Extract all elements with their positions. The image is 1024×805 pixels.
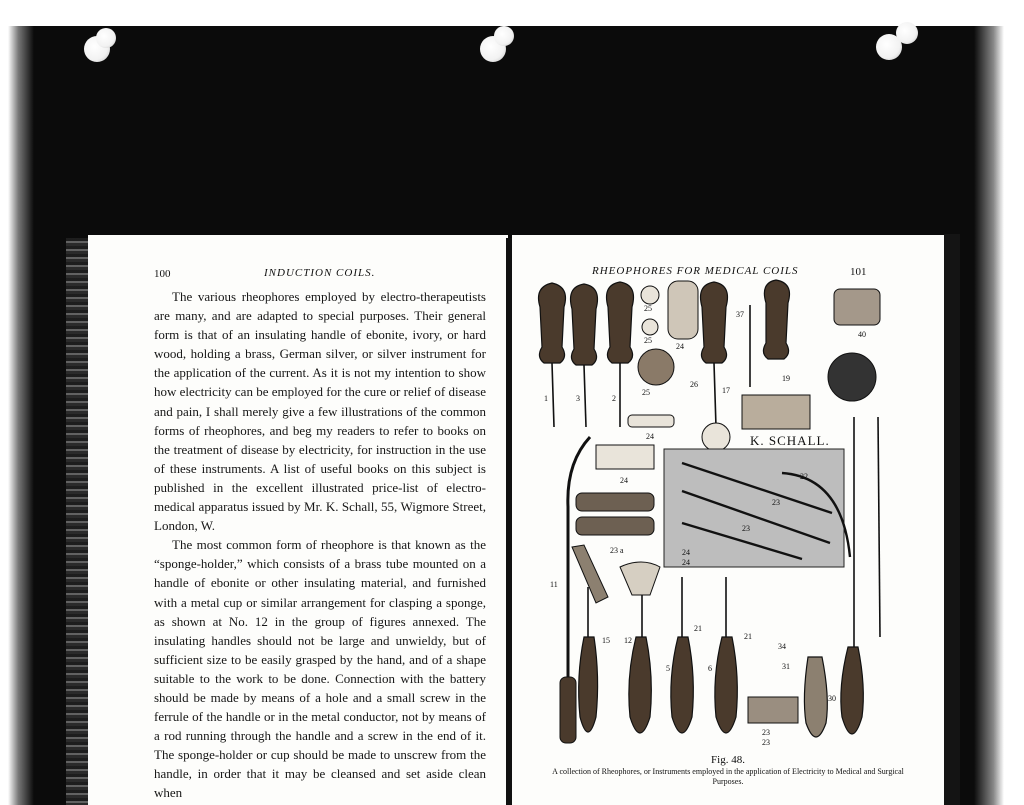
item-number: 12 [624, 636, 632, 645]
item-number: 2 [612, 394, 616, 403]
handle-15 [579, 637, 598, 732]
item-number: 24 [682, 548, 690, 557]
wheel-17 [702, 423, 730, 451]
item-number: 25 [644, 304, 652, 313]
right-page-edge [944, 234, 960, 805]
item-number: 19 [782, 374, 790, 383]
handle-12 [629, 637, 651, 733]
plate-24b [628, 415, 674, 427]
sponge-cup-12 [620, 562, 660, 595]
handle-2 [607, 282, 634, 363]
left-page-number: 100 [154, 268, 171, 280]
bath-23 [748, 697, 798, 723]
handle-17 [701, 282, 728, 363]
paragraph: The various rheophores employed by electro-therapeutists are many, and are adapted to special purposes. Their general form is that of an insulating handle of ebonite, ivory, or hard wood, holding a brass, German silver, or silver instrument for the application of the current. As it is not my intention to show how electricity can be employed for the cure or relief of disease and pain, I shall merely give a few illustrations of the common forms of rheophores, and beg my readers to refer to books on the treatment of disease by electricity, for instruction in the use of these instruments. A list of useful books on this subject is published in the excellent illustrated price-list of electro-medical apparatus issued by Mr. K. Schall, 55, Wigmore Street, London, W. [154, 289, 486, 534]
item-number: 24 [646, 432, 654, 441]
item-number: 21 [694, 624, 702, 633]
shaft-17 [714, 363, 716, 427]
left-running-head: INDUCTION COILS. [264, 267, 376, 279]
pin-middle-shine [494, 26, 514, 46]
item-number: 23 [762, 738, 770, 747]
item-number: 5 [666, 664, 670, 673]
plate-24c [596, 445, 654, 469]
item-number: 40 [858, 330, 866, 339]
item-number: 30 [828, 694, 836, 703]
item-number: 11 [550, 580, 558, 589]
right-page-number: 101 [850, 266, 867, 278]
rod-right [878, 417, 880, 637]
disc-25c [638, 349, 674, 385]
item-number: 15 [602, 636, 610, 645]
item-number: 25 [642, 388, 650, 397]
item-number: 21 [744, 632, 752, 641]
item-number: 23 [742, 524, 750, 533]
handle-19 [763, 280, 789, 359]
item-number: 3 [576, 394, 580, 403]
right-page [512, 235, 944, 805]
pin-left-shine [96, 28, 116, 48]
shaft-3 [584, 365, 586, 427]
disc-25a [641, 286, 659, 304]
left-page [88, 235, 508, 805]
handle-11 [560, 677, 576, 743]
disc-25b [642, 319, 658, 335]
shaft-1 [552, 363, 554, 427]
brush-23a-bottom [576, 517, 654, 535]
figure-label: Fig. 48. [711, 754, 745, 766]
paragraph: The most common form of rheophore is that known as the “sponge-holder,” which consists of a brass tube mounted on a handle of ebonite or other insulating material, and furnished with a metal cup or similar arrangement for clasping a sponge, as shown at No. 12 in the group of figures annexed. The insulating handles should not be large and unwieldy, but of sufficient size to be easily grasped by the hand, and of a shape suitable to the work to be done. Connection with the battery should be made by means of a hole and a small screw in the ferrule of the handle or in the metal conductor, not by means of a rod running through the handle and a screw in the end of it. The sponge-holder or cup should be made to unscrew from the handle, in order that it may be cleansed and set aside clean when [154, 537, 486, 801]
handle-1 [539, 283, 566, 363]
item-number: 24 [682, 558, 690, 567]
item-number: 23 [762, 728, 770, 737]
item-number: 34 [778, 642, 786, 651]
roller-19 [742, 395, 810, 429]
right-running-head: RHEOPHORES FOR MEDICAL COILS [592, 265, 799, 277]
item-number: 25 [644, 336, 652, 345]
brush-23a-top [576, 493, 654, 511]
item-number: 1 [544, 394, 548, 403]
roller-40 [834, 289, 880, 325]
item-number: 17 [722, 386, 730, 395]
handle-long-electrode [841, 647, 863, 734]
handle-3 [571, 284, 598, 365]
item-number: 24 [676, 342, 684, 351]
plate-maker-name: K. SCHALL. [750, 433, 830, 448]
item-number: 31 [782, 662, 790, 671]
book-page-edges [66, 238, 90, 805]
handle-6 [715, 637, 737, 733]
handle-5 [671, 637, 693, 733]
plate-24 [668, 281, 698, 339]
disc-electrode [828, 353, 876, 401]
item-number: 23 a [610, 546, 624, 555]
rheophore-engraving [532, 277, 932, 755]
item-number: 6 [708, 664, 712, 673]
pin-right-shine [896, 22, 918, 44]
item-number: 24 [620, 476, 628, 485]
brush-handle-15 [572, 545, 608, 603]
battery-30 [804, 657, 827, 737]
item-number: 37 [736, 310, 744, 319]
figure-caption: A collection of Rheophores, or Instruments employed in the application of Electricity to Medical and Surgical Purposes. [552, 767, 904, 786]
item-number: 23 [772, 498, 780, 507]
left-body-text [154, 287, 486, 803]
item-number: 22 [800, 472, 808, 481]
item-number: 26 [690, 380, 698, 389]
